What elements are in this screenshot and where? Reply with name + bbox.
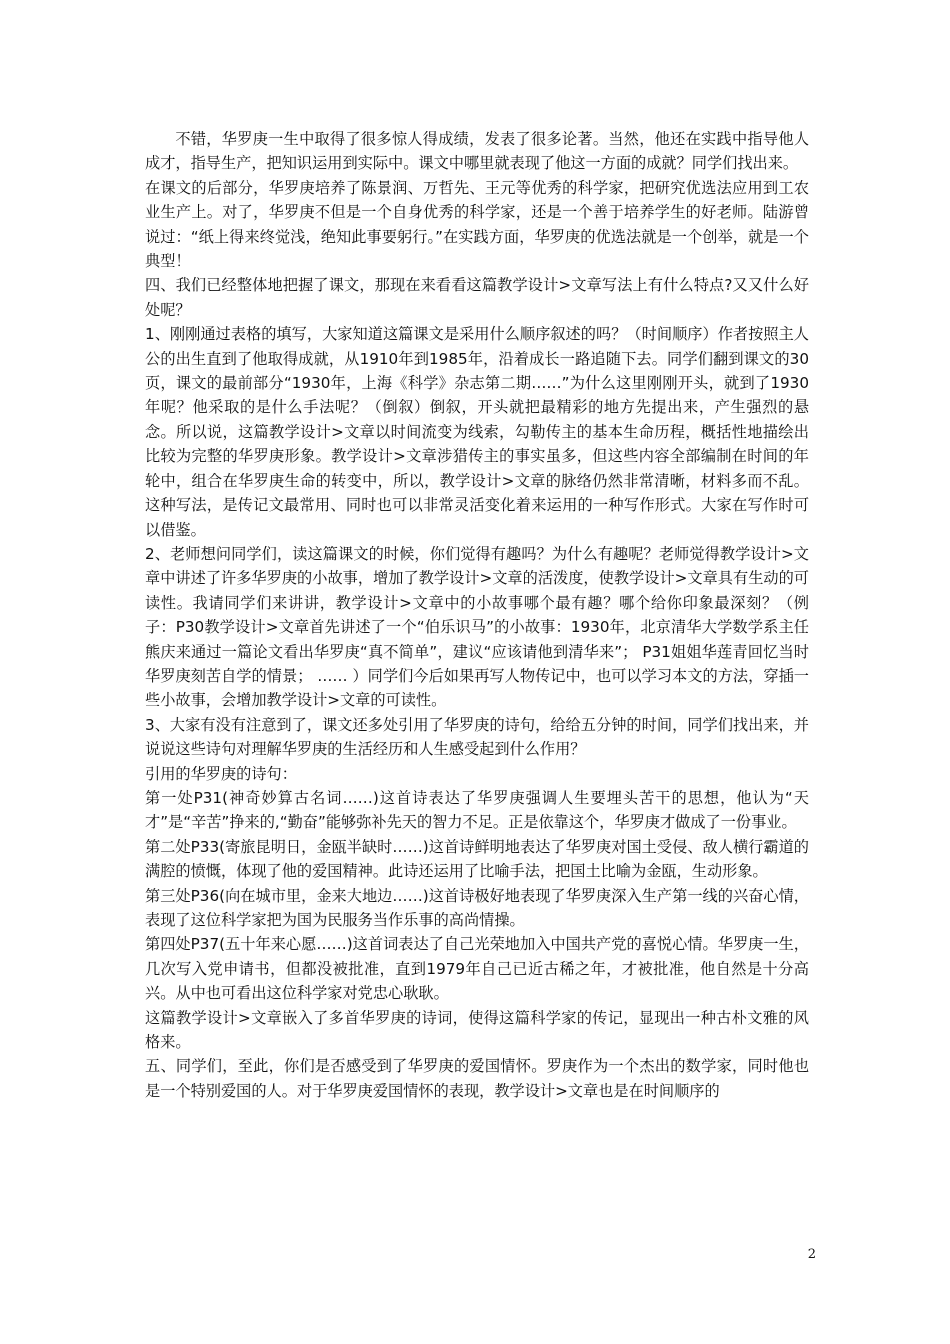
paragraph-intro: 不错，华罗庚一生中取得了很多惊人得成绩，发表了很多论著。当然，他还在实践中指导他人成才，指导生产，把知识运用到实际中。课文中哪里就表现了他这一方面的成就？同学们找出来。 — [145, 130, 809, 173]
paragraph-practice: 在课文的后部分，华罗庚培养了陈景润、万哲先、王元等优秀的科学家，把研究优选法应用到工农业生产上。对了，华罗庚不但是一个自身优秀的科学家，还是一个善于培养学生的好老师。陆游曾说过：“纸上得来终觉浅，绝知此事要躬行。”在实践方面，华罗庚的优选法就是一个创举，就是一个典型！ — [145, 178, 809, 271]
paragraph-poem-two: 第二处P33(寄旅昆明日，金瓯半缺时……)这首诗鲜明地表达了华罗庚对国土受侵、敌人横行霸道的满腔的愤慨，体现了他的爱国精神。此诗还运用了比喻手法，把国土比喻为金瓯，生动形象。 — [145, 837, 809, 881]
paragraph-section-four: 四、我们已经整体地把握了课文，那现在来看看这篇教学设计>文章写法上有什么特点?又又什么好处呢？ — [145, 276, 809, 319]
paragraph-poem-four: 第四处P37(五十年来心愿……)这首词表达了自己光荣地加入中国共产党的喜悦心情。华罗庚一生，几次写入党申请书，但都没被批准，直到1979年自己已近古稀之年，才被批准，他自然是十分高兴。从中也可看出这位科学家对党忠心耿耿。 — [145, 935, 809, 1003]
paragraph-poem-three: 第三处P36(向在城市里，金来大地边……)这首诗极好地表现了华罗庚深入生产第一线的兴奋心情，表现了这位科学家把为国为民服务当作乐事的高尚情操。 — [145, 886, 809, 929]
paragraph-poem-one: 第一处P31(神奇妙算古名词……)这首诗表达了华罗庚强调人生要埋头苦干的思想，他认为“天才”是“辛苦”挣来的,“勤奋”能够弥补先天的智力不足。正是依靠这个，华罗庚才做成了一份事业。 — [145, 788, 809, 832]
paragraph-point-two: 2、老师想问同学们，读这篇课文的时候，你们觉得有趣吗？为什么有趣呢？老师觉得教学设计>文章中讲述了许多华罗庚的小故事，增加了教学设计>文章的活泼度，使教学设计>文章具有生动的可读性。我请同学们来讲讲，教学设计>文章中的小故事哪个最有趣？哪个给你印象最深刻？（例子：P30教学设计>文章首先讲述了一个“伯乐识马”的小故事：1930年，北京清华大学数学系主任熊庆来通过一篇论文看出华罗庚“真不简单”，建议“应该请他到清华来”； P31姐姐华莲青回忆当时华罗庚刻苦自学的情景； …… ）同学们今后如果再写人物传记中，也可以学习本文的方法，穿插一些小故事，会增加教学设计>文章的可读性。 — [145, 544, 809, 710]
page-number: 2 — [807, 1247, 816, 1262]
paragraph-poems-summary: 这篇教学设计>文章嵌入了多首华罗庚的诗词，使得这篇科学家的传记，显现出一种古朴文雅的风格来。 — [145, 1008, 809, 1052]
paragraph-poems-heading: 引用的华罗庚的诗句： — [145, 764, 297, 783]
paragraph-point-three: 3、大家有没有注意到了，课文还多处引用了华罗庚的诗句，给给五分钟的时间，同学们找出来，并说说这些诗句对理解华罗庚的生活经历和人生感受起到什么作用？ — [145, 715, 809, 759]
document-body — [145, 127, 809, 1103]
paragraph-section-five: 五、同学们，至此，你们是否感受到了华罗庚的爱国情怀。罗庚作为一个杰出的数学家，同时他也是一个特别爱国的人。对于华罗庚爱国情怀的表现，教学设计>文章也是在时间顺序的 — [145, 1057, 809, 1100]
paragraph-point-one: 1、刚刚通过表格的填写，大家知道这篇课文是采用什么顺序叙述的吗？（时间顺序）作者按照主人公的出生直到了他取得成就，从1910年到1985年，沿着成长一路追随下去。同学们翻到课文的30页，课文的最前部分“1930年，上海《科学》杂志第二期……”为什么这里刚刚开头，就到了1930年呢？他采取的是什么手法呢？（倒叙）倒叙，开头就把最精彩的地方先提出来，产生强烈的悬念。所以说，这篇教学设计>文章以时间流变为线索，勾勒传主的基本生命历程，概括性地描绘出比较为完整的华罗庚形象。教学设计>文章涉猎传主的事实虽多，但这些内容全部编制在时间的年轮中，组合在华罗庚生命的转变中，所以，教学设计>文章的脉络仍然非常清晰，材料多而不乱。这种写法，是传记文最常用、同时也可以非常灵活变化着来运用的一种写作形式。大家在写作时可以借鉴。 — [145, 325, 809, 539]
